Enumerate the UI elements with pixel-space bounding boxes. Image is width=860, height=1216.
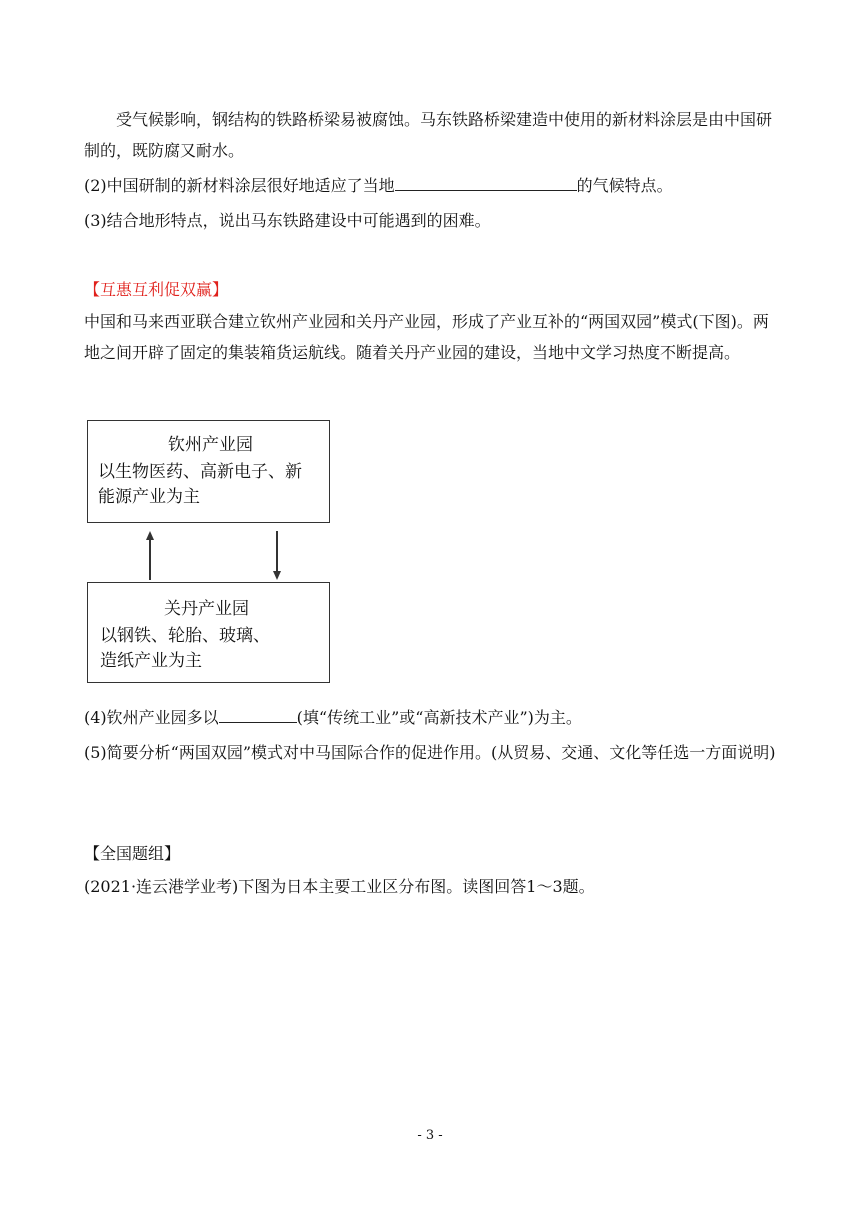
qinzhou-park-box <box>87 420 330 523</box>
passage-paragraph: 受气候影响，钢结构的铁路桥梁易被腐蚀。马东铁路桥梁建造中使用的新材料涂层是由中国研制的，既防腐又耐水。 <box>84 110 773 160</box>
question-4-prefix: (4)钦州产业园多以 <box>84 708 219 727</box>
question-4-suffix: (填“传统工业”或“高新技术产业”)为主。 <box>296 708 582 727</box>
section-heading-mutual-benefit: 【互惠互利促双赢】 <box>84 280 229 299</box>
question-4 <box>84 702 784 733</box>
question-3: (3)结合地形特点，说出马东铁路建设中可能遇到的困难。 <box>84 211 491 230</box>
question-2-suffix: 的气候特点。 <box>576 176 673 195</box>
kuantan-park-box <box>87 582 330 683</box>
question-2-prefix: (2)中国研制的新材料涂层很好地适应了当地 <box>84 176 395 195</box>
question-2 <box>84 170 784 201</box>
answer-blank-2[interactable] <box>395 172 577 191</box>
qinzhou-park-line1: 以生物医药、高新电子、新 <box>98 462 302 482</box>
section-intro-paragraph: 中国和马来西亚联合建立钦州产业园和关丹产业园，形成了产业互补的“两国双园”模式(下图)。两地之间开辟了固定的集装箱货运航线。随着关丹产业园的建设，当地中文学习热度不断提高。 <box>84 312 769 362</box>
page-number: - 3 - <box>417 1128 443 1143</box>
section-heading-national: 【全国题组】 <box>84 844 181 863</box>
answer-blank-4[interactable] <box>219 704 297 723</box>
question-5: (5)简要分析“两国双园”模式对中马国际合作的促进作用。(从贸易、交通、文化等任选一方面说明) <box>84 743 776 762</box>
national-question-intro: (2021·连云港学业考)下图为日本主要工业区分布图。读图回答1～3题。 <box>84 877 595 896</box>
kuantan-park-line1: 以钢铁、轮胎、玻璃、 <box>100 626 270 646</box>
kuantan-park-title: 关丹产业园 <box>164 599 249 619</box>
kuantan-park-line2: 造纸产业为主 <box>100 651 202 671</box>
qinzhou-park-title: 钦州产业园 <box>168 435 253 455</box>
qinzhou-park-line2: 能源产业为主 <box>98 487 200 507</box>
